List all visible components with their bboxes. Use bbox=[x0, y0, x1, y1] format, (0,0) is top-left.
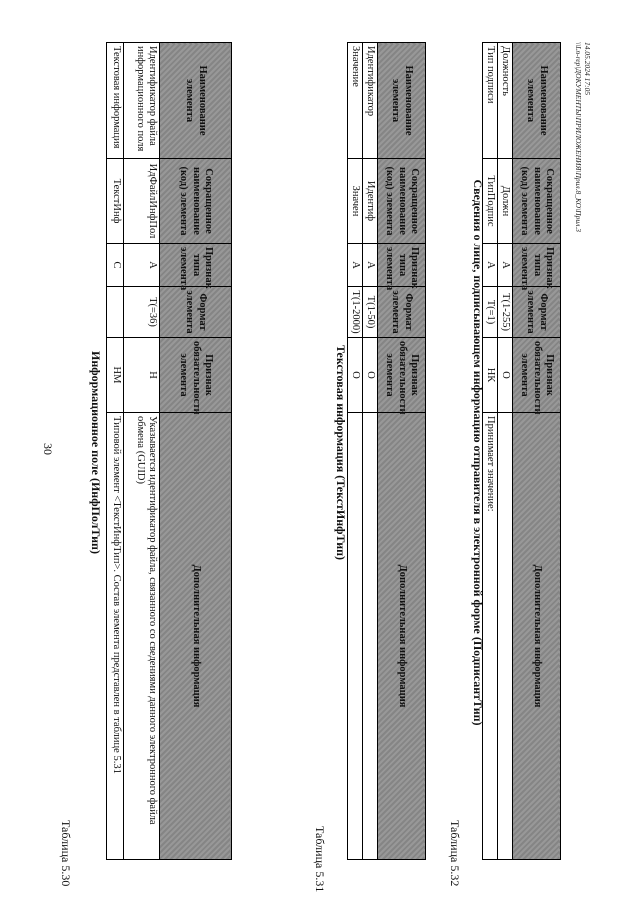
table-number-5-31: Таблица 5.31 bbox=[313, 826, 327, 893]
cell-required: О bbox=[362, 338, 377, 413]
cell-required: О bbox=[347, 338, 362, 413]
header-required: Признак обязательности элемента bbox=[378, 338, 426, 413]
header-type: Признак типа элемента bbox=[513, 244, 561, 287]
table-caption-5-30: Информационное поле (ИнфПолТип) bbox=[89, 351, 103, 554]
header-format: Формат элемента bbox=[160, 287, 232, 338]
cell-format bbox=[107, 287, 124, 338]
table-row bbox=[107, 43, 124, 860]
table-number-5-30: Таблица 5.30 bbox=[59, 820, 73, 887]
cell-format: T(1-50) bbox=[362, 287, 377, 338]
header-info: Дополнительная информация bbox=[160, 413, 232, 860]
cell-name: Идентификатор bbox=[362, 43, 377, 159]
cell-required: НМ bbox=[107, 338, 124, 413]
print-stamp-path: \\Ln-rep\ДОКУМЕНТЫ\ПРИЛОЖЕНИЯ\Прил.8_КО\Прил.3 bbox=[573, 42, 583, 232]
table-row bbox=[497, 43, 512, 860]
table-header-row bbox=[378, 43, 426, 860]
header-required: Признак обязательности элемента bbox=[513, 338, 561, 413]
header-info: Дополнительная информация bbox=[378, 413, 426, 860]
header-format: Формат элемента bbox=[378, 287, 426, 338]
cell-name: Должность bbox=[497, 43, 512, 159]
cell-code: Значен bbox=[347, 159, 362, 244]
print-stamp bbox=[573, 42, 592, 232]
header-code: Сокращенное наименование (код) элемента bbox=[160, 159, 232, 244]
cell-name: Значение bbox=[347, 43, 362, 159]
cell-type: А bbox=[497, 244, 512, 287]
header-type: Признак типа элемента bbox=[160, 244, 232, 287]
table-5-30 bbox=[106, 42, 232, 860]
cell-info bbox=[347, 413, 362, 860]
cell-type: С bbox=[107, 244, 124, 287]
header-info: Дополнительная информация bbox=[513, 413, 561, 860]
cell-code: ТекстИнф bbox=[107, 159, 124, 244]
table-header-row bbox=[160, 43, 232, 860]
table-5-31 bbox=[347, 42, 426, 860]
cell-type: А bbox=[362, 244, 377, 287]
cell-code: Должн bbox=[497, 159, 512, 244]
table-row bbox=[347, 43, 362, 860]
header-format: Формат элемента bbox=[513, 287, 561, 338]
cell-format: T(1-2000) bbox=[347, 287, 362, 338]
cell-format: T(1-255) bbox=[497, 287, 512, 338]
cell-code: Идентиф bbox=[362, 159, 377, 244]
header-code: Сокращенное наименование (код) элемента bbox=[378, 159, 426, 244]
table-row bbox=[482, 43, 497, 860]
cell-type: А bbox=[124, 244, 160, 287]
table-5-32 bbox=[482, 42, 561, 860]
cell-name: Идентификатор файла информационного поля bbox=[124, 43, 160, 159]
cell-info bbox=[497, 413, 512, 860]
cell-info: Указывается идентификатор файла, связанного со сведениями данного электронного файла обмена (GUID) bbox=[124, 413, 160, 860]
cell-name: Текстовая информация bbox=[107, 43, 124, 159]
cell-code: ТипПодпис bbox=[482, 159, 497, 244]
header-type: Признак типа элемента bbox=[378, 244, 426, 287]
table-header-row bbox=[513, 43, 561, 860]
cell-type: А bbox=[347, 244, 362, 287]
cell-code: ИдФайлИнфПол bbox=[124, 159, 160, 244]
cell-info: Принимает значение: bbox=[482, 413, 497, 860]
header-name: Наименование элемента bbox=[160, 43, 232, 159]
table-row bbox=[362, 43, 377, 860]
table-caption-5-31: Текстовая информация (ТекстИнфТип) bbox=[334, 344, 348, 561]
cell-format: T(=1) bbox=[482, 287, 497, 338]
cell-type: А bbox=[482, 244, 497, 287]
header-name: Наименование элемента bbox=[513, 43, 561, 159]
table-number-5-32: Таблица 5.32 bbox=[448, 820, 462, 887]
page-number: 30 bbox=[41, 443, 55, 455]
cell-required: Н bbox=[124, 338, 160, 413]
table-row bbox=[124, 43, 160, 860]
header-required: Признак обязательности элемента bbox=[160, 338, 232, 413]
print-stamp-date: 14.05.2024 17:05 bbox=[583, 42, 592, 96]
cell-info: Типовой элемент <ТекстИнфТип>. Состав элемента представлен в таблице 5.31 bbox=[107, 413, 124, 860]
header-code: Сокращенное наименование (код) элемента bbox=[513, 159, 561, 244]
cell-required: О bbox=[497, 338, 512, 413]
cell-name: Тип подписи bbox=[482, 43, 497, 159]
table-caption-5-32: Сведения о лице, подписывающем информацию отправителя в электронной форме (ПодписантТип) bbox=[471, 179, 485, 726]
cell-format: T(=36) bbox=[124, 287, 160, 338]
header-name: Наименование элемента bbox=[378, 43, 426, 159]
cell-required: НК bbox=[482, 338, 497, 413]
cell-info bbox=[362, 413, 377, 860]
